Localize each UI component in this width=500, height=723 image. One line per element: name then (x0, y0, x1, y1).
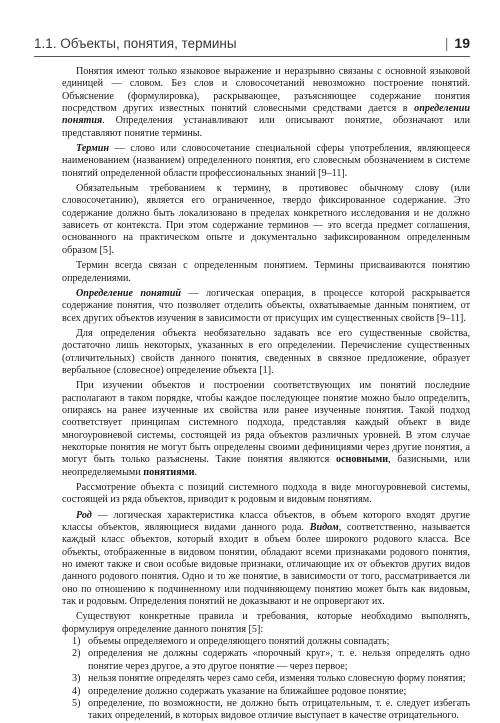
page-number: 19 (454, 35, 470, 51)
list-item (62, 686, 470, 698)
emphasis-term: определении понятия (62, 103, 470, 127)
paragraph-text: , базисными, или неопределяемыми (62, 454, 471, 478)
paragraph (62, 328, 470, 377)
paragraph-text: — логическая операция, в процессе которой раскрывается содержание понятия, что позволяет отделить объекты, охватываемые данным понятием, от всех других объектов изучения в зависимости от присущих им существенных свойств [9–11]. (62, 287, 470, 324)
list-number: 1) (72, 636, 81, 648)
paragraph-text: Обязательным требованием к термину, в противовес обычному слову (или словосочетанию), является его ограниченное, твердо фиксированное содержание. Это содержание должно быть локализовано в пределах конкретного исследования и не должно зависеть от контекста. При этом содержание терминов — это всегда предмет соглашения, основанного на практическом опыте и документально зафиксированном определенным образом [5]. (62, 183, 470, 256)
body-text (62, 66, 470, 723)
paragraph-text: Существуют конкретные правила и требования, которые необходимо выполнять, формулируя определение данного понятия [5]: (62, 611, 470, 635)
paragraph-text: — логическая характеристика класса объектов, в объем которого входят другие классы объектов, являющиеся видами данного рода. (62, 509, 470, 534)
paragraph-text: . (194, 466, 197, 478)
list-item (62, 648, 470, 673)
paragraph-text: , соответственно, называется каждый класс объектов, который входит в объем более широкого родового класса. Все объекты, отображенные в видовом понятии, обладают всеми признаками родового понятия, но имеют также и свои особые видовые признаки, отличающие их от объектов других видов данного родового понятия. Одно и то же понятие, в зависимости от того, рассматривается ли оно по отношению к подчиненному или подчиняющему понятию может быть как видовым, так и родовым. Определения понятий не доказывают и не опровергают их. (62, 522, 471, 608)
list-number: 2) (72, 648, 81, 660)
list-item (62, 636, 470, 648)
list-number: 3) (72, 673, 81, 685)
defined-term: Термин (76, 143, 110, 155)
paragraph-text: Понятия имеют только языковое выражение и неразрывно связаны с основной языковой единицей — словом. Без слов и словосочетаний невозможно построение понятий. Объяснение (формулировка), раскрывающее, разъясняющее содержание понятия посредством других известных понятий словесными средствами дается в (62, 66, 470, 115)
list-item-text: определение, по возможности, не должно быть отрицательным, т. е. следует избегать таких определений, в которых видовое отличие выступает в качестве отрицательного. (88, 697, 470, 722)
section-title: 1.1. Объекты, понятия, термины (34, 35, 237, 51)
page-number-block (445, 35, 470, 51)
paragraph (62, 510, 470, 609)
header-separator: | (444, 36, 449, 51)
list-item-text: определение должно содержать указание на ближайшее родовое понятие; (88, 685, 407, 697)
paragraph-text: Для определения объекта необязательно задавать все его существенные свойства, достаточно лишь некоторых, указанных в его определении. Перечисление существенных (отличительных) свойств данного понятия, сведенных в связное предложение, образует вербальное (словесное) определение объекта [1]. (62, 327, 470, 376)
paragraph (62, 260, 470, 285)
header-rule (34, 56, 470, 57)
defined-term: Видом (309, 522, 339, 534)
list-item-text: объемы определяемого и определяющего понятий должны совпадать; (88, 636, 390, 648)
paragraph (62, 611, 470, 636)
bold-term: основными (336, 454, 389, 466)
list-number: 5) (72, 697, 81, 709)
list-item-text: определения не должны содержать «порочный круг», т. е. нельзя определять одно понятие через другое, а это другое понятие — через первое; (88, 648, 470, 672)
paragraph (62, 143, 470, 180)
paragraph (62, 183, 470, 257)
list-item (62, 673, 470, 685)
paragraph (62, 288, 470, 325)
paragraph (62, 482, 470, 507)
paragraph-text: При изучении объектов и построении соответствующих им понятий последние располагают в таком порядке, чтобы каждое последующее понятие можно было определить, опираясь на ранее изученные их свойства или ранее изученные понятия. Такой подход соответствует принципам системного подхода, представляя каждый объект в виде многоуровневой системы, состоящей из ряда объектов различных уровней. В этом случае некоторые понятия не могут быть определены своими дефинициями через другие понятия, а могут быть только разъяснены. Такие понятия являются (62, 380, 470, 466)
paragraph-text: — слово или словосочетание специальной сферы употребления, являющееся наименованием (названием) определенного понятия, его словесным обозначением в системе понятий определенной области профессиональных знаний [9–11]. (62, 143, 470, 179)
paragraph (62, 380, 470, 479)
paragraph (62, 66, 470, 140)
requirements-list (62, 636, 470, 722)
list-item-text: нельзя понятие определять через само себя, изменяя только словесную форму понятия; (88, 673, 466, 685)
list-item (62, 698, 470, 723)
paragraph-text: Рассмотрение объекта с позиций системного подхода в виде многоуровневой системы, состоящей из ряда объектов, приводит к родовым и видовым понятиям. (62, 482, 470, 506)
defined-term: Род (76, 509, 92, 521)
paragraph-text: . Определения устанавливают или описывают понятие, обозначают или представляют понятие термины. (62, 115, 470, 139)
running-header (34, 32, 470, 54)
paragraph-text: Термин всегда связан с определенным понятием. Термины присваиваются понятию определениями. (62, 260, 470, 284)
list-number: 4) (72, 685, 81, 697)
bold-term: понятиями (143, 466, 195, 478)
defined-term: Определение понятий (76, 287, 182, 299)
